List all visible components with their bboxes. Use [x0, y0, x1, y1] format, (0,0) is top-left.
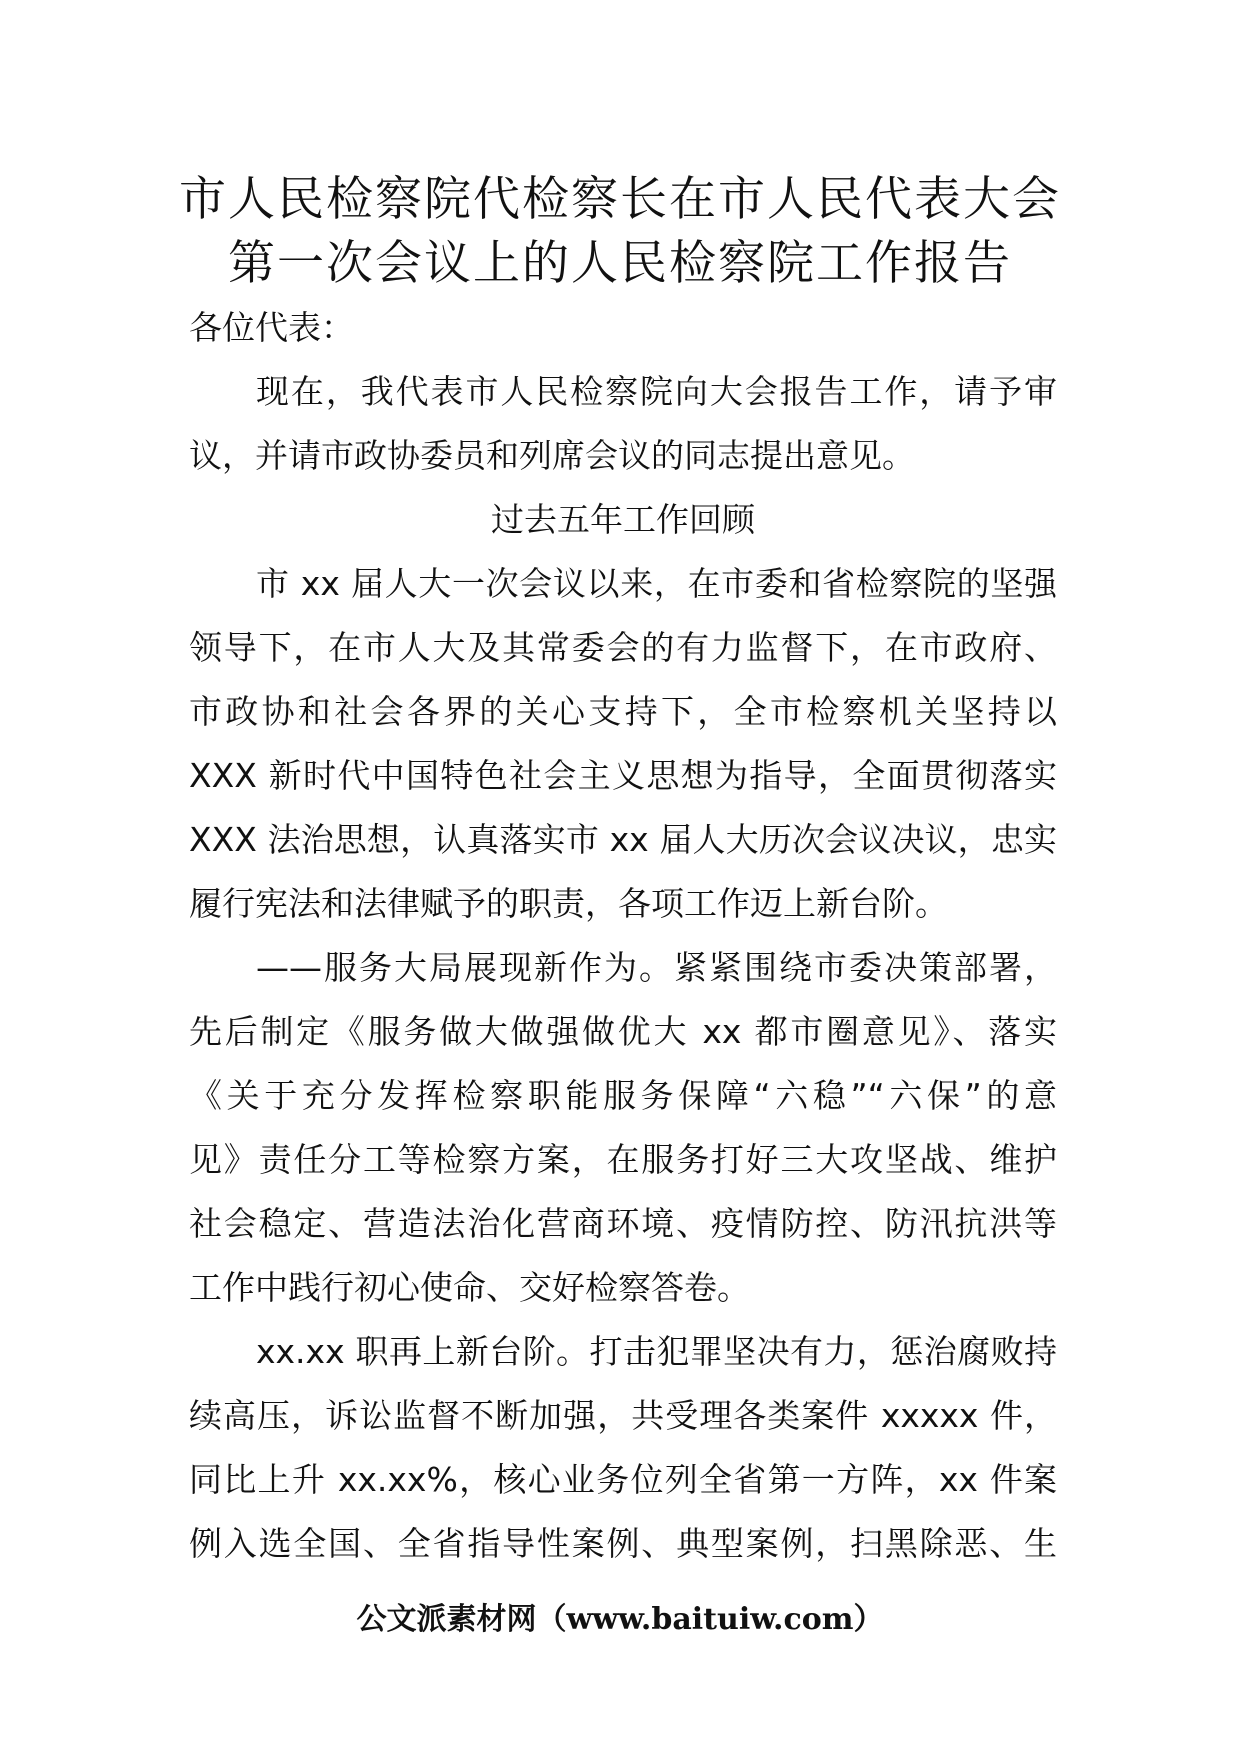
- paragraph-line: 工作中践行初心使命、交好检察答卷。: [189, 1268, 750, 1307]
- title-line-2: 第一次会议上的人民检察院工作报告: [228, 236, 1012, 291]
- paragraph-line: 现在，我代表市人民检察院向大会报告工作，请予审: [256, 372, 1057, 411]
- paragraph-line: 例入选全国、全省指导性案例、典型案例，扫黑除恶、生: [189, 1524, 1057, 1563]
- paragraph-line: 领导下，在市人大及其常委会的有力监督下，在市政府、: [189, 628, 1057, 667]
- document-title: [160, 168, 1080, 296]
- title-line-1: 市人民检察院代检察长在市人民代表大会: [179, 172, 1061, 227]
- section-heading: 过去五年工作回顾: [491, 500, 755, 539]
- paragraph-line: 议，并请市政协委员和列席会议的同志提出意见。: [189, 436, 915, 475]
- paragraph-line: 社会稳定、营造法治化营商环境、疫情防控、防汛抗洪等: [189, 1204, 1057, 1243]
- paragraph-line: 续高压，诉讼监督不断加强，共受理各类案件 xxxxx 件，: [189, 1396, 1057, 1435]
- paragraph-line: 市政协和社会各界的关心支持下，全市检察机关坚持以: [189, 692, 1057, 731]
- paragraph-duties: [189, 1320, 1057, 1576]
- paragraph-line: XXX 法治思想，认真落实市 xx 届人大历次会议决议，忠实: [189, 820, 1057, 859]
- salutation: 各位代表：: [189, 308, 354, 347]
- paragraph-review-overview: [189, 552, 1057, 936]
- paragraph-line: 市 xx 届人大一次会议以来，在市委和省检察院的坚强: [256, 564, 1057, 603]
- paragraph-line: xx.xx 职再上新台阶。打击犯罪坚决有力，惩治腐败持: [256, 1332, 1057, 1371]
- paragraph-serving-overall: [189, 936, 1057, 1320]
- paragraph-line: 履行宪法和法律赋予的职责，各项工作迈上新台阶。: [189, 884, 948, 923]
- paragraph-line: 同比上升 xx.xx%，核心业务位列全省第一方阵，xx 件案: [189, 1460, 1057, 1499]
- paragraph-line: 见》责任分工等检察方案，在服务打好三大攻坚战、维护: [189, 1140, 1057, 1179]
- paragraph-line: 先后制定《服务做大做强做优大 xx 都市圈意见》、落实: [189, 1012, 1057, 1051]
- paragraph-line: 《关于充分发挥检察职能服务保障“六稳”“六保”的意: [189, 1076, 1057, 1115]
- paragraph-line: XXX 新时代中国特色社会主义思想为指导，全面贯彻落实: [189, 756, 1057, 795]
- document-body: [189, 296, 1057, 1576]
- paragraph-line: ——服务大局展现新作为。紧紧围绕市委决策部署，: [256, 948, 1057, 987]
- intro-paragraph: [189, 360, 1057, 488]
- footer-watermark: 公文派素材网（www.baituiw.com）: [356, 1602, 884, 1637]
